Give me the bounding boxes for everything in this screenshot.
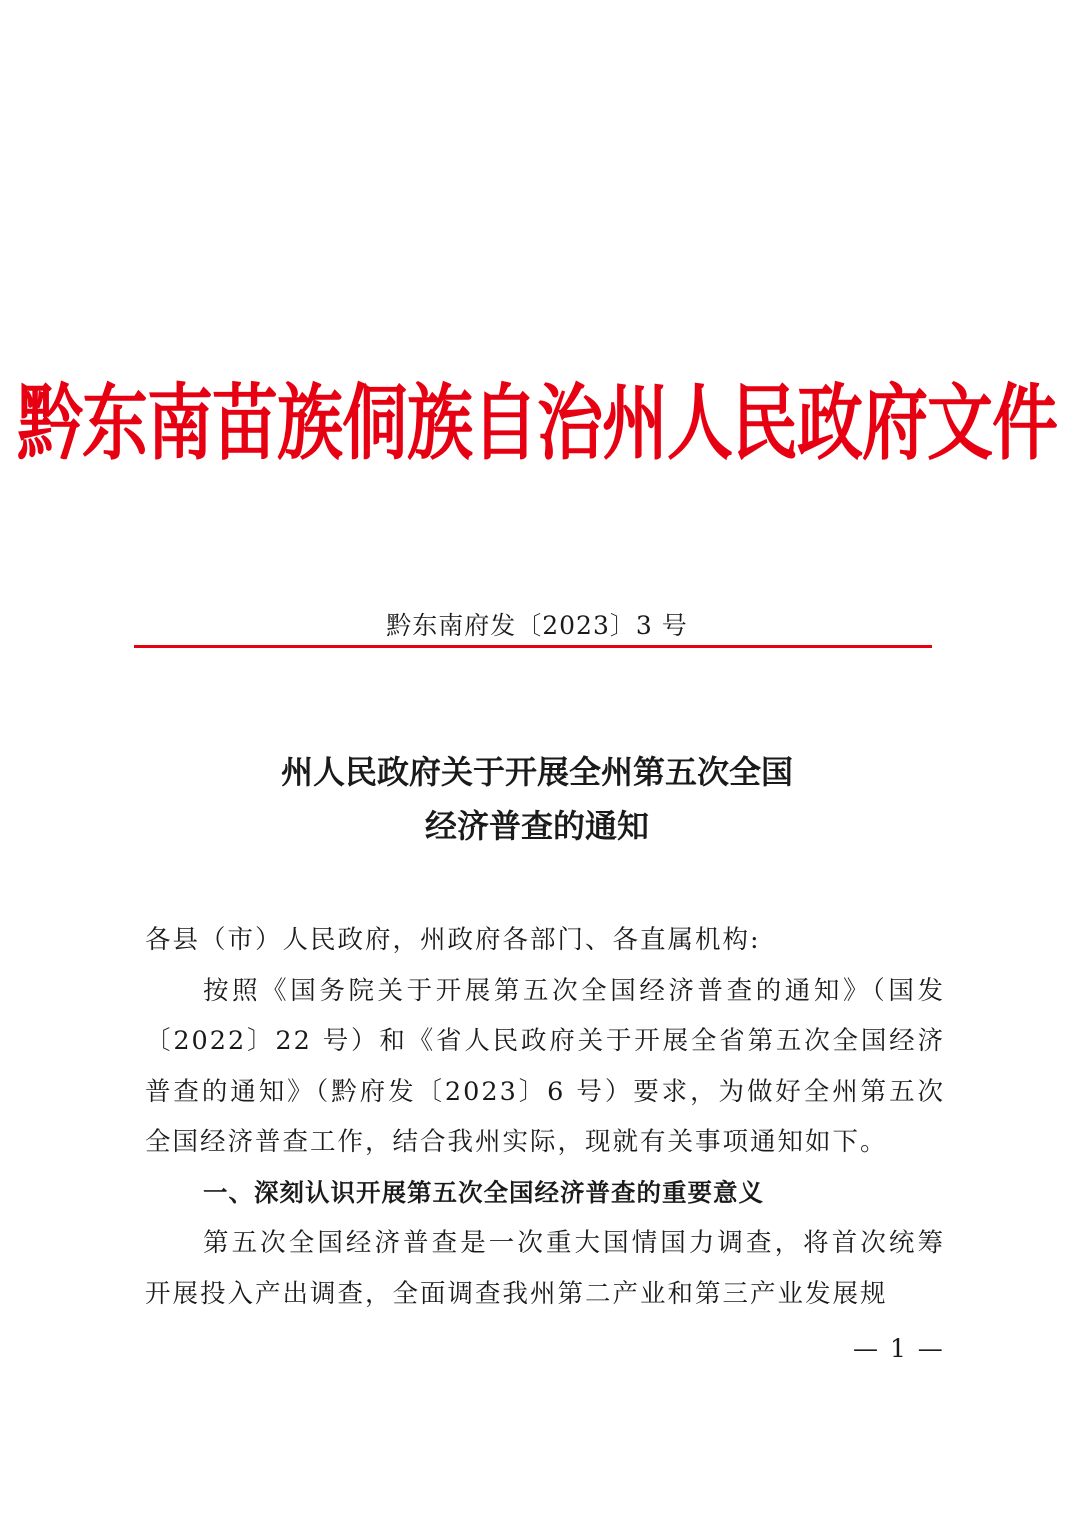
red-separator-line <box>134 645 932 648</box>
document-number: 黔东南府发〔2023〕3 号 <box>386 611 688 640</box>
section-heading-1: 一、深刻认识开展第五次全国经济普查的重要意义 <box>203 1177 764 1207</box>
title-line-2: 经济普查的通知 <box>424 807 649 845</box>
body-paragraph-1: 按照《国务院关于开展第五次全国经济普查的通知》（国发〔2022〕22 号）和《省人民政府关于开展全省第五次全国经济普查的通知》（黔府发〔2023〕6 号）要求，为做好全州第五次全国经济普查工作，结合我州实际，现就有关事项通知如下。 <box>145 975 945 1157</box>
salutation: 各县（市）人民政府，州政府各部门、各直属机构: <box>145 925 761 955</box>
body-paragraph-2: 第五次全国经济普查是一次重大国情国力调查，将首次统筹开展投入产出调查，全面调查我州第二产业和第三产业发展规 <box>145 1228 945 1309</box>
issuer-masthead: 黔东南苗族侗族自治州人民政府文件 <box>17 375 1057 472</box>
page-number: — 1 — <box>853 1334 945 1363</box>
document-title <box>0 745 1074 853</box>
title-line-1: 州人民政府关于开展全州第五次全国 <box>280 753 793 791</box>
document-body <box>145 915 945 1319</box>
